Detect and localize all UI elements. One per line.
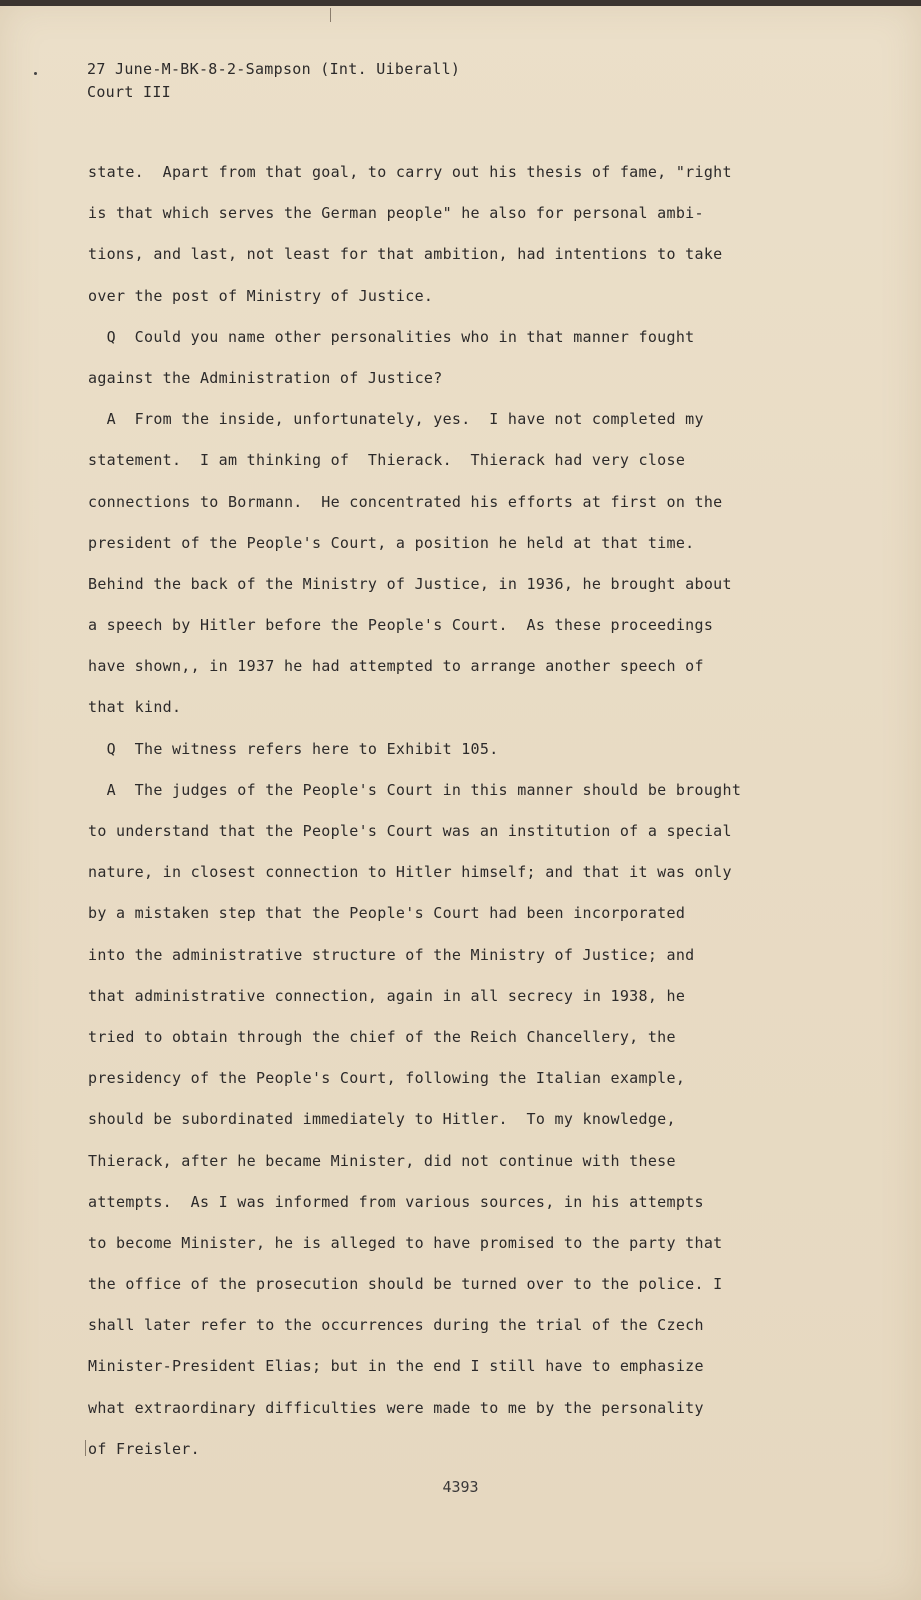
text-line: have shown,, in 1937 he had attempted to arrange another speech of: [88, 657, 704, 676]
page-number: 4393: [442, 1478, 479, 1496]
header-court-line: Court III: [87, 83, 171, 101]
page-top-edge: [0, 0, 921, 6]
text-line: to become Minister, he is alleged to have promised to the party that: [88, 1233, 723, 1252]
text-line: statement. I am thinking of Thierack. Thierack had very close: [88, 451, 686, 470]
stray-mark: [330, 8, 331, 22]
text-line: a speech by Hitler before the People's Court. As these proceedings: [88, 616, 714, 635]
text-line: attempts. As I was informed from various sources, in his attempts: [88, 1192, 704, 1211]
text-line: against the Administration of Justice?: [88, 368, 443, 387]
text-line: Behind the back of the Ministry of Justice, in 1936, he brought about: [88, 574, 732, 593]
margin-dot: [34, 72, 37, 75]
text-line: president of the People's Court, a position he held at that time.: [88, 533, 695, 552]
document-header: [87, 58, 460, 104]
transcript-body: [88, 152, 818, 1470]
text-line: into the administrative structure of the Ministry of Justice; and: [88, 945, 695, 964]
header-reference-line: 27 June-M-BK-8-2-Sampson (Int. Uiberall): [87, 60, 461, 78]
text-line: A From the inside, unfortunately, yes. I have not completed my: [88, 410, 704, 429]
text-line: state. Apart from that goal, to carry out his thesis of fame, "right: [88, 163, 732, 181]
text-line: Thierack, after he became Minister, did not continue with these: [88, 1151, 676, 1170]
text-line: A The judges of the People's Court in this manner should be brought: [88, 780, 742, 799]
text-line: is that which serves the German people" he also for personal ambi-: [88, 204, 704, 223]
text-line: what extraordinary difficulties were made to me by the personality: [88, 1398, 704, 1417]
text-line: tried to obtain through the chief of the Reich Chancellery, the: [88, 1027, 676, 1046]
text-line: should be subordinated immediately to Hitler. To my knowledge,: [88, 1110, 676, 1129]
text-line: Q The witness refers here to Exhibit 105.: [88, 739, 499, 758]
text-line: by a mistaken step that the People's Court had been incorporated: [88, 904, 686, 923]
text-line: Q Could you name other personalities who in that manner fought: [88, 327, 695, 346]
text-line: Minister-President Elias; but in the end I still have to emphasize: [88, 1357, 704, 1376]
text-line: connections to Bormann. He concentrated his efforts at first on the: [88, 492, 723, 511]
text-line: of Freisler.: [88, 1439, 200, 1458]
text-line: presidency of the People's Court, following the Italian example,: [88, 1069, 686, 1088]
text-line: that administrative connection, again in all secrecy in 1938, he: [88, 986, 686, 1005]
text-line: the office of the prosecution should be turned over to the police. I: [88, 1275, 723, 1294]
text-line: tions, and last, not least for that ambition, had intentions to take: [88, 245, 723, 264]
text-line: shall later refer to the occurrences during the trial of the Czech: [88, 1316, 704, 1335]
text-line: nature, in closest connection to Hitler himself; and that it was only: [88, 863, 732, 882]
text-line: that kind.: [88, 698, 182, 717]
text-line: over the post of Ministry of Justice.: [88, 286, 434, 305]
stray-mark: [85, 1440, 86, 1456]
text-line: to understand that the People's Court was an institution of a special: [88, 822, 732, 840]
